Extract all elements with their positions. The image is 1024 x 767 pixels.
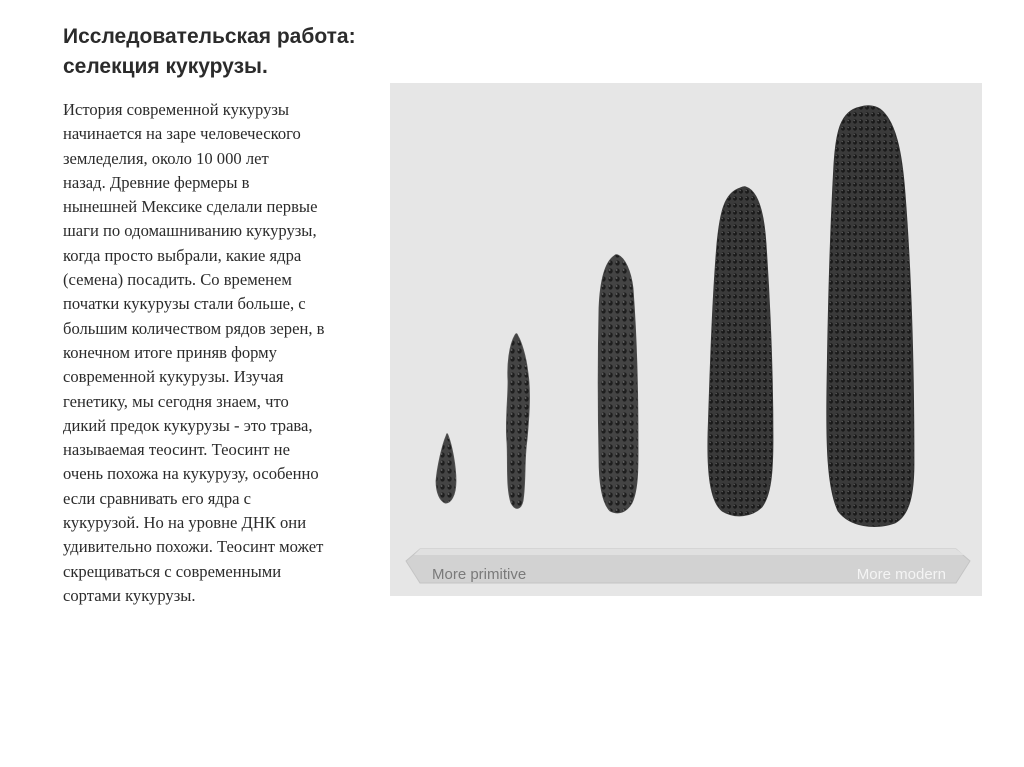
body-line: скрещиваться с современными bbox=[63, 561, 282, 581]
body-line: генетику, мы сегодня знаем, что bbox=[63, 391, 289, 411]
body-line: удивительно похожи. Теосинт может bbox=[63, 537, 324, 557]
body-line: если сравнивать его ядра с bbox=[63, 488, 252, 508]
body-line: когда просто выбрали, какие ядра bbox=[63, 245, 302, 265]
body-line: нынешней Мексике сделали первые bbox=[63, 197, 318, 217]
arrow-highlight bbox=[414, 549, 964, 555]
body-line: конечном итоге приняв форму bbox=[63, 342, 277, 362]
body-line: называемая теосинт. Теосинт не bbox=[63, 440, 290, 460]
corn-cob-4 bbox=[708, 187, 773, 516]
corn-cob-3 bbox=[598, 255, 638, 513]
body-line: дикий предок кукурузы - это трава, bbox=[63, 415, 313, 435]
title-line-1: Исследовательская работа: bbox=[63, 25, 356, 48]
body-line: кукурузой. Но на уровне ДНК они bbox=[63, 513, 307, 533]
arrow-left-label: More primitive bbox=[432, 566, 527, 583]
corn-cob-5 bbox=[827, 106, 914, 527]
body-text bbox=[63, 98, 385, 608]
body-line: (семена) посадить. Со временем bbox=[63, 270, 292, 290]
body-line: История современной кукурузы bbox=[63, 100, 290, 119]
body-line: современной кукурузы. Изучая bbox=[63, 367, 284, 387]
body-line: початки кукурузы стали больше, с bbox=[63, 294, 306, 314]
body-line: земледелия, около 10 000 лет bbox=[63, 148, 269, 168]
body-line: назад. Древние фермеры в bbox=[63, 172, 250, 192]
body-line: начинается на заре человеческого bbox=[63, 124, 301, 144]
body-line: сортами кукурузы. bbox=[63, 585, 196, 605]
title-line-2: селекция кукурузы. bbox=[63, 55, 268, 78]
slide-title bbox=[63, 22, 463, 82]
body-line: шаги по одомашниванию кукурузы, bbox=[63, 221, 317, 241]
body-line: большим количеством рядов зерен, в bbox=[63, 318, 325, 338]
arrow-right-label: More modern bbox=[856, 566, 946, 583]
corn-evolution-photo bbox=[390, 83, 982, 596]
body-line: очень похожа на кукурузу, особенно bbox=[63, 464, 319, 484]
